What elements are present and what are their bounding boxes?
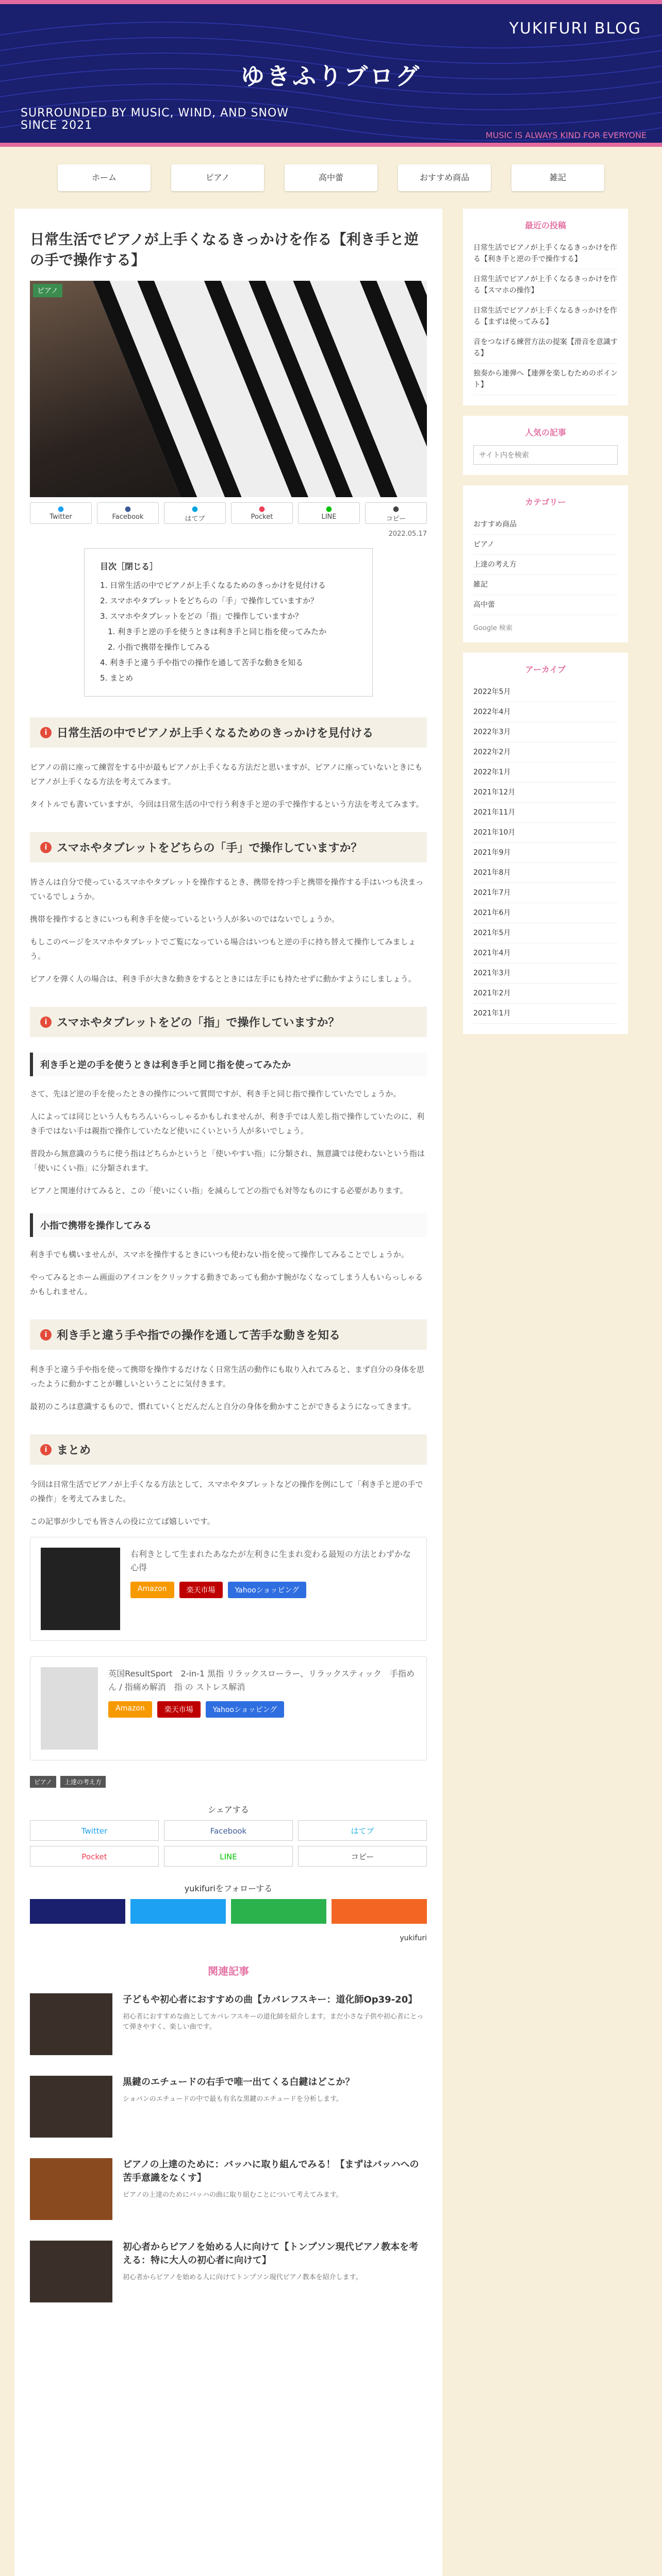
related-thumb <box>30 2076 112 2138</box>
copy-icon: ● <box>392 505 400 513</box>
paragraph: 最初のころは意識するもので、慣れていくとだんだんと自分の身体を動かすことができるようになってきます。 <box>30 1402 416 1411</box>
share-copy[interactable]: コピー <box>298 1846 427 1867</box>
toc-item[interactable]: 5. まとめ <box>100 673 134 683</box>
archive-link[interactable]: 2021年3月 <box>473 963 618 984</box>
archive-link[interactable]: 2021年12月 <box>473 783 618 803</box>
site-title-en[interactable]: YUKIFURI BLOG <box>509 20 641 38</box>
archive-link[interactable]: 2022年4月 <box>473 702 618 722</box>
share-bar <box>30 502 427 524</box>
archive-link[interactable]: 2021年4月 <box>473 943 618 963</box>
twitter-icon: ● <box>57 505 64 513</box>
recent-link[interactable]: 日常生活でピアノが上手くなるきっかけを作る【まずは使ってみる】 <box>473 301 618 332</box>
share-twitter[interactable]: ● Twitter <box>30 502 92 524</box>
paragraph: もしこのページをスマホやタブレットでご覧になっている場合はいつもと逆の手に持ち替えて操作してみましょう。 <box>30 937 416 961</box>
yahoo-button[interactable]: Yahooショッピング <box>206 1701 285 1718</box>
product-title[interactable]: 右利きとして生まれたあなたが左利きに生まれ変わる最短の方法とわずかな心得 <box>130 1549 411 1572</box>
related-item[interactable]: 子どもや初心者におすすめの曲【カバレフスキー：道化師Op39-20】 初心者におすすめな曲としてカバレフスキーの道化師を紹介します。まだ小さな子供や初心者にとって弾きやすく、楽しい曲です。 <box>30 1993 427 2055</box>
info-icon: i <box>40 727 52 738</box>
google-search[interactable]: Google 検索 <box>473 624 512 632</box>
archive-link[interactable]: 2021年5月 <box>473 923 618 943</box>
paragraph: 人によっては同じという人もちろんいらっしゃるかもしれませんが、利き手では人差し指で操作していたのに、利き手ではない手は親指で操作していたなど使いにくいという人が多いでしょう。 <box>30 1112 425 1136</box>
category-link[interactable]: 高中蕾 <box>473 595 618 615</box>
product-card <box>30 1656 427 1760</box>
toc-item[interactable]: 2. 小指で携帯を操作してみる <box>100 642 211 652</box>
paragraph: 皆さんは自分で使っているスマホやタブレットを操作するとき、携帯を持つ手と携帯を操作する手はいつも決まっているでしょうか。 <box>30 877 424 901</box>
sub-heading: 利き手と逆の手を使うときは利き手と同じ指を使ってみたか <box>30 1053 427 1076</box>
toc-item[interactable]: 4. 利き手と違う手や指での操作を通して苦手な動きを知る <box>100 658 304 667</box>
follow-buttons <box>30 1899 427 1924</box>
site-motto: MUSIC IS ALWAYS KIND FOR EVERYONE <box>485 130 647 140</box>
amazon-button[interactable]: Amazon <box>108 1701 152 1718</box>
amazon-button[interactable]: Amazon <box>130 1582 174 1598</box>
site-header <box>0 0 662 147</box>
category-link[interactable]: 上達の考え方 <box>473 555 618 575</box>
related-item[interactable]: 初心者からピアノを始める人に向けて【トンプソン現代ピアノ教本を考える：特に大人の初心者に向けて】 初心者からピアノを始める人に向けてトンプソン現代ピアノ教本を紹介します。 <box>30 2241 427 2302</box>
recent-link[interactable]: 日常生活でピアノが上手くなるきっかけを作る【利き手と逆の手で操作する】 <box>473 238 618 269</box>
toc-item[interactable]: 2. スマホやタブレットをどちらの「手」で操作していますか？ <box>100 596 319 605</box>
related-articles <box>30 1963 427 2302</box>
related-item[interactable]: 黒鍵のエチュードの右手で唯一出てくる白鍵はどこか？ ショパンのエチュードの中で最も有名な黒鍵のエチュードを分析します。 <box>30 2076 427 2138</box>
product-image[interactable] <box>41 1548 120 1630</box>
category-title: カテゴリー <box>525 497 566 507</box>
archive-title: アーカイブ <box>525 665 566 674</box>
related-item[interactable]: ピアノの上達のために：バッハに取り組んでみる！【まずはバッハへの苦手意識をなくす】 ピアノの上達のためにバッハの曲に取り組むことについて考えてみます。 <box>30 2158 427 2220</box>
paragraph: ピアノの前に座って練習をする中が最もピアノが上手くなる方法だと思いますが、ピアノに座っていないときにもピアノが上手くなる方法を考えてみます。 <box>30 762 423 786</box>
share-line[interactable]: ● LINE <box>298 502 360 524</box>
toc-title[interactable]: 目次［閉じる］ <box>100 562 158 571</box>
paragraph: 携帯を操作するときにいつも利き手を使っているという人が多いのではないでしょうか。 <box>30 914 340 924</box>
share-section <box>30 1803 427 1867</box>
archive-link[interactable]: 2022年5月 <box>473 682 618 702</box>
nav-recommend[interactable]: おすすめ商品 <box>398 164 491 191</box>
rakuten-button[interactable]: 楽天市場 <box>157 1701 201 1718</box>
hero-image <box>30 281 427 497</box>
section-heading: i スマホやタブレットをどちらの「手」で操作していますか？ <box>30 832 427 862</box>
info-icon: i <box>40 842 52 853</box>
related-thumb <box>30 1993 112 2055</box>
popular-posts <box>463 416 628 475</box>
archive-link[interactable]: 2022年1月 <box>473 762 618 783</box>
twitter-follow-button[interactable] <box>130 1899 226 1924</box>
paragraph: さて、先ほど逆の手を使ったときの操作について質問ですが、利き手と同じ指で操作していたでしょうか。 <box>30 1089 401 1098</box>
archives <box>463 653 628 1034</box>
recent-title: 最近の投稿 <box>524 221 566 230</box>
archive-link[interactable]: 2022年3月 <box>473 722 618 742</box>
paragraph: 利き手でも構いませんが、スマホを操作するときにいつも使わない指を使って操作してみることでしょうか。 <box>30 1250 409 1259</box>
pocket-icon: ● <box>258 505 266 513</box>
toc-item[interactable]: 1. 日常生活の中でピアノが上手くなるためのきっかけを見付ける <box>100 581 326 590</box>
paragraph: やってみるとホーム画面のアイコンをクリックする動きであっても動かす腕がなくなってしまう人もいらっしゃるかもしれません。 <box>30 1273 423 1296</box>
toc-item[interactable]: 1. 利き手と逆の手を使うときは利き手と同じ指を使ってみたか <box>100 627 327 636</box>
author-link[interactable]: yukifuri <box>400 1934 427 1942</box>
category-link[interactable]: おすすめ商品 <box>473 515 618 535</box>
info-icon: i <box>40 1329 52 1341</box>
nav-piano[interactable]: ピアノ <box>171 164 264 191</box>
search-input[interactable] <box>473 445 618 465</box>
info-icon: i <box>40 1016 52 1028</box>
article <box>14 209 442 2576</box>
archive-link[interactable]: 2021年11月 <box>473 803 618 823</box>
archive-link[interactable]: 2021年7月 <box>473 883 618 903</box>
archive-link[interactable]: 2021年1月 <box>473 1004 618 1024</box>
share-line[interactable]: LINE <box>164 1846 293 1867</box>
category-badge[interactable]: ピアノ <box>33 284 62 297</box>
paragraph: この記事が少しでも皆さんの役に立てば嬉しいです。 <box>30 1517 215 1526</box>
share-hatena[interactable]: はてブ <box>298 1820 427 1841</box>
info-icon: i <box>40 1444 52 1455</box>
site-tagline: SURROUNDED BY MUSIC, WIND, AND SNOW SINCE 2021 <box>21 107 289 132</box>
yahoo-button[interactable]: Yahooショッピング <box>228 1582 307 1598</box>
section-heading: i まとめ <box>30 1434 427 1465</box>
post-date: 2022.05.17 <box>388 530 427 538</box>
table-of-contents <box>84 548 373 697</box>
tag-list <box>30 1776 427 1788</box>
tag[interactable]: 上達の考え方 <box>60 1776 106 1788</box>
share-pocket[interactable]: ● Pocket <box>231 502 293 524</box>
archive-link[interactable]: 2021年10月 <box>473 823 618 843</box>
sidebar <box>463 209 628 2576</box>
archive-link[interactable]: 2021年8月 <box>473 863 618 883</box>
follow-label: yukifuriをフォローする <box>184 1884 273 1893</box>
categories <box>463 485 628 642</box>
share-facebook[interactable]: Facebook <box>164 1820 293 1841</box>
rakuten-button[interactable]: 楽天市場 <box>179 1582 223 1598</box>
share-hatena[interactable]: ● はてブ <box>164 502 226 524</box>
share-pocket[interactable]: Pocket <box>30 1846 159 1867</box>
popular-title: 人気の記事 <box>524 428 566 437</box>
rss-follow-button[interactable] <box>332 1899 427 1924</box>
home-follow-button[interactable] <box>30 1899 125 1924</box>
nav-takanaka[interactable]: 高中蕾 <box>285 164 377 191</box>
product-card <box>30 1537 427 1641</box>
related-title: 関連記事 <box>208 1965 249 1977</box>
line-icon: ● <box>325 505 333 513</box>
nav-home[interactable]: ホーム <box>58 164 151 191</box>
paragraph: 今回は日常生活でピアノが上手くなる方法として、スマホやタブレットなどの操作を例にして「利き手と逆の手での操作」を考えてみました。 <box>30 1480 423 1503</box>
paragraph: ピアノと関連付けてみると、この「使いにくい指」を減らしてどの指でも対等なものにする必要があります。 <box>30 1186 408 1195</box>
share-copy[interactable]: ● コピー <box>365 502 427 524</box>
recent-link[interactable]: 音をつなげる練習方法の提案【滑音を意識する】 <box>473 332 618 364</box>
sub-heading: 小指で携帯を操作してみる <box>30 1213 427 1237</box>
facebook-icon: ● <box>124 505 131 513</box>
section-heading: i 利き手と違う手や指での操作を通して苦手な動きを知る <box>30 1319 427 1350</box>
paragraph: ピアノを弾く人の場合は、利き手が大きな動きをするとときには左手にも持たせずに動かすようにしましょう。 <box>30 974 416 984</box>
archive-link[interactable]: 2021年6月 <box>473 903 618 923</box>
paragraph: 普段から無意識のうちに使う指はどちらかというと「使いやすい指」に分類され、無意識では使わないという指は「使いにくい指」に分類されます。 <box>30 1149 425 1173</box>
recent-link[interactable]: 独奏から連弾へ【連弾を楽しむためのポイント】 <box>473 364 618 395</box>
piano-keys-illustration <box>30 281 427 497</box>
section-heading: i スマホやタブレットをどの「指」で操作していますか？ <box>30 1007 427 1037</box>
archive-link[interactable]: 2022年2月 <box>473 742 618 762</box>
article-title: 日常生活でピアノが上手くなるきっかけを作る【利き手と逆の手で操作する】 <box>30 231 419 268</box>
feedly-follow-button[interactable] <box>231 1899 326 1924</box>
related-thumb <box>30 2158 112 2220</box>
nav-misc[interactable]: 雑記 <box>511 164 604 191</box>
section-heading: i 日常生活の中でピアノが上手くなるためのきっかけを見付ける <box>30 717 427 748</box>
share-twitter[interactable]: Twitter <box>30 1820 159 1841</box>
paragraph: 利き手と違う手や指を使って携帯を操作するだけなく日常生活の動作にも取り入れてみると、まず自分の身体を思ったように動かすことが難しいということに気付きます。 <box>30 1365 425 1388</box>
archive-link[interactable]: 2021年9月 <box>473 843 618 863</box>
share-facebook[interactable]: ● Facebook <box>97 502 159 524</box>
product-title[interactable]: 英国ResultSport 2-in-1 黒指 リラックスローラー、リラックスティック 手指めん / 指痛め解消 指 の ストレス解消 <box>108 1669 415 1692</box>
category-link[interactable]: 雑記 <box>473 575 618 595</box>
site-title[interactable]: ゆきふりブログ <box>241 62 421 90</box>
toc-item[interactable]: 3. スマホやタブレットをどの「指」で操作していますか？ <box>100 612 303 621</box>
product-image[interactable] <box>41 1667 98 1750</box>
archive-link[interactable]: 2021年2月 <box>473 984 618 1004</box>
paragraph: タイトルでも書いていますが、今回は日常生活の中で行う利き手と逆の手で操作するという方法を考えてみます。 <box>30 800 424 809</box>
share-label: シェアする <box>208 1805 249 1815</box>
hatena-icon: ● <box>191 505 198 513</box>
recent-link[interactable]: 日常生活でピアノが上手くなるきっかけを作る【スマホの操作】 <box>473 269 618 301</box>
category-link[interactable]: ピアノ <box>473 535 618 555</box>
tag[interactable]: ピアノ <box>30 1776 56 1788</box>
related-thumb <box>30 2241 112 2302</box>
global-nav <box>0 147 662 209</box>
recent-posts <box>463 209 628 405</box>
